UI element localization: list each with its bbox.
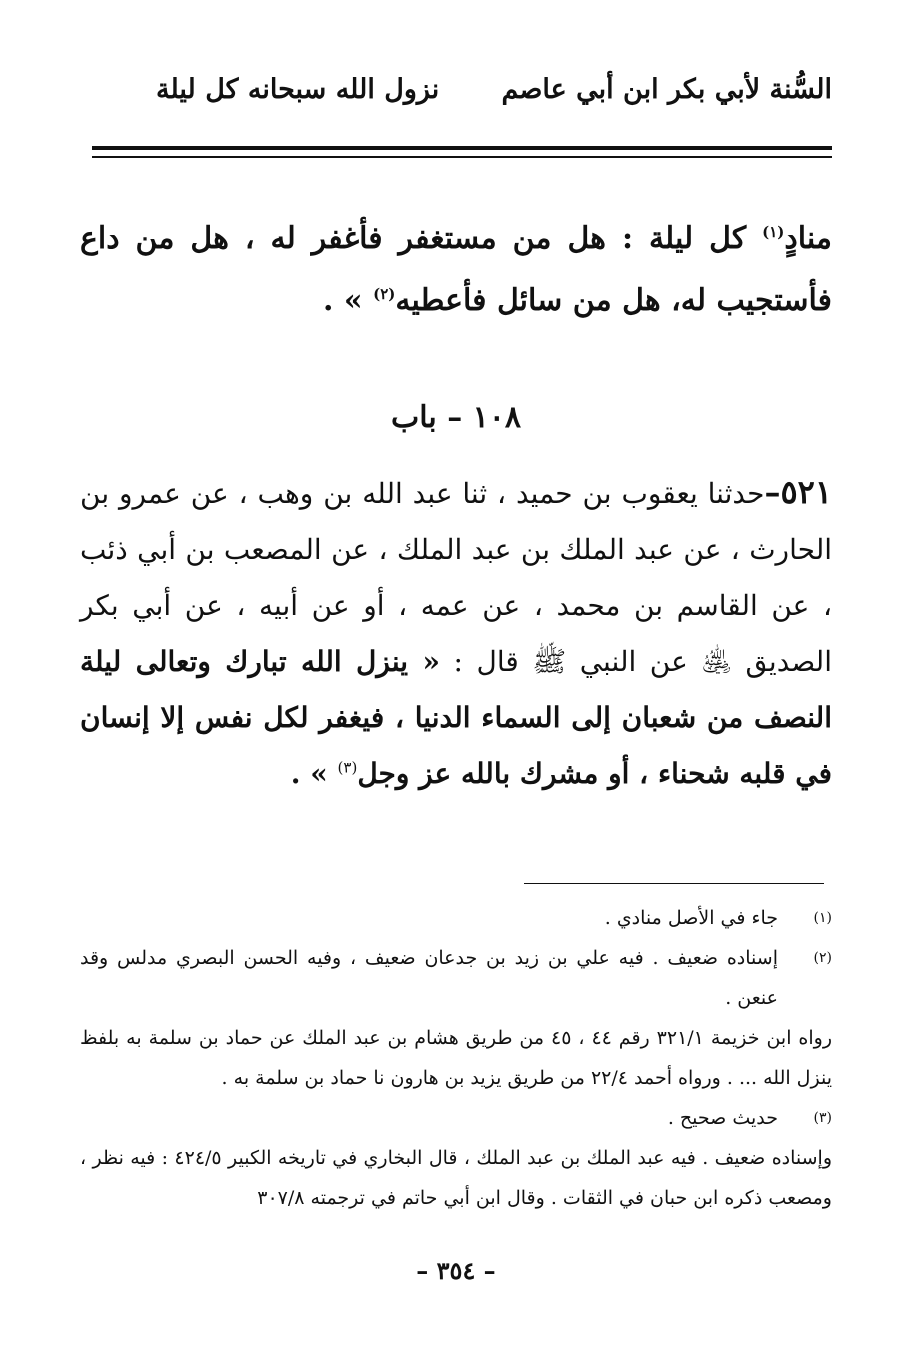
hadith-paragraph	[80, 464, 832, 802]
header-rule-thick	[92, 146, 832, 150]
intro-part1: منادٍ	[784, 221, 832, 256]
footnote-mark: (٣)	[813, 1110, 832, 1126]
header-rule-thin	[92, 156, 832, 158]
footnotes	[80, 898, 832, 1218]
footnote-ref-1: (١)	[762, 223, 785, 241]
hadith-chain: حدثنا يعقوب بن حميد ، ثنا عبد الله بن وهب ، عن عمرو بن الحارث ، عن عبد الملك بن عبد الملك ، عن المصعب بن أبي ذئب ، عن القاسم بن محمد ، عن عمه ، أو عن أبيه ، عن أبي بكر الصديق ﵁ عن النبي ﷺ قال :	[80, 477, 832, 678]
page-number: – ٣٥٤ –	[416, 1256, 496, 1285]
footnote-1	[80, 898, 832, 938]
section-title: نزول الله سبحانه كل ليلة	[156, 74, 440, 105]
running-header	[80, 74, 832, 124]
intro-part2: كل ليلة : هل من مستغفر فأغفر له ، هل من داع فأستجيب له، هل من سائل فأعطيه	[80, 221, 832, 318]
intro-part3: » .	[323, 283, 374, 318]
hadith-number: ٥٢١	[780, 473, 832, 511]
footnote-ref-2: (٢)	[373, 285, 396, 303]
book-title: السُّنة لأبي بكر ابن أبي عاصم	[501, 74, 832, 105]
hadith-dash: –	[764, 473, 781, 511]
footnote-3-continuation: وإسناده ضعيف . فيه عبد الملك بن عبد الملك ، قال البخاري في تاريخه الكبير ٤٢٤/٥ : فيه نظر ، ومصعب ذكره ابن حبان في الثقات . وقال ابن أبي حاتم في ترجمته ٣٠٧/٨	[80, 1147, 833, 1209]
chapter-heading: ١٠٨ – باب	[391, 400, 521, 435]
footnote-mark: (٢)	[813, 950, 832, 966]
footnote-separator	[524, 883, 824, 884]
footnote-text: جاء في الأصل منادي .	[604, 907, 778, 929]
hadith-text: « ينزل الله تبارك وتعالى ليلة النصف من شعبان إلى السماء الدنيا ، فيغفر لكل نفس إلا إنسان في قلبه شحناء ، أو مشرك بالله عز وجل	[80, 645, 832, 790]
footnote-text: إسناده ضعيف . فيه علي بن زيد بن جدعان ضعيف ، وفيه الحسن البصري مدلس وقد عنعن .	[80, 947, 778, 1009]
intro-paragraph	[80, 208, 832, 332]
hadith-end: » .	[290, 757, 338, 790]
footnote-text: حديث صحيح .	[667, 1107, 778, 1129]
footnote-ref-3: (٣)	[337, 758, 358, 777]
footnote-2	[80, 938, 832, 1018]
footnote-mark: (١)	[813, 910, 832, 926]
footnote-2-continuation: رواه ابن خزيمة ٣٢١/١ رقم ٤٤ ، ٤٥ من طريق هشام بن عبد الملك عن حماد بن سلمة به بلفظ ينزل الله ... . ورواه أحمد ٢٢/٤ من طريق يزيد بن هارون نا حماد بن سلمة به .	[80, 1027, 833, 1089]
footnote-3	[80, 1098, 832, 1138]
